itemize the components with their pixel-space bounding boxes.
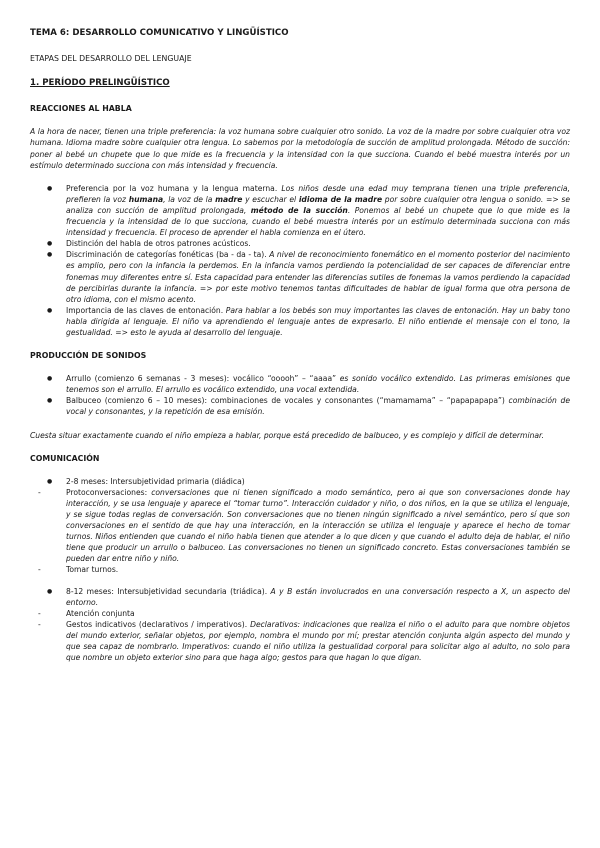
sublist-item [30,608,570,619]
reacciones-intro: A la hora de nacer, tienen una triple preferencia: la voz humana sobre cualquier otro sonido. La voz de la madre por sobre cualquier otra voz humana. Idioma madre sobre cualquier otra lengua. Lo sabemos por la metodología de succión de amplitud prolongada. Método de succión: poner al bebé un chupete que lo que mide es la frecuencia y la intensidad con la que succiona. Cuando el bebé muestra interés por un estímulo determinado succiona con más intensidad y frecuencia. [30,127,570,170]
item-text: Para hablar a los bebés son muy importantes las claves de entonación. Hay un baby tono habla dirigida al lenguaje. El niño va aprendiendo el lenguaje antes de expresarlo. El niño entiende el mensaje con el tono, la gestualidad. => esto le ayuda al desarrollo del lenguaje. [66,305,570,337]
sublist-item [30,619,570,663]
document-subtitle: ETAPAS DEL DESARROLLO DEL LENGUAJE [30,54,192,64]
reacciones-heading: REACCIONES AL HABLA [30,104,132,114]
comunicacion-sublist-2 [30,608,570,663]
list-item [30,183,570,238]
list-item [30,476,570,487]
reacciones-list [30,183,570,338]
produccion-note: Cuesta situar exactamente cuando el niño empieza a hablar, porque está precedido de balbuceo, y es complejo y difícil de determinar. [30,430,544,440]
item-lead: 8-12 meses: Intersubjetividad secundaria (triádica). [66,586,271,596]
document-title: TEMA 6: DESARROLLO COMUNICATIVO Y LINGÜÍSTICO [30,28,289,38]
list-item [30,238,570,249]
item-text: conversaciones que ni tienen significado a modo semántico, pero ai que son conversaciones donde hay interacción, y se usa lenguaje y aparece el “tomar turno”. Interacción cuidador y niño, o dos niños, en la que se utiliza el lenguaje, y se sigue todas reglas de conversación. Son conversaciones que no tienen ningún significado a nivel semántico, pero sí que son conversaciones en el sentido de que hay una interacción, en la interacción se utiliza el lenguaje y aparece el hecho de tomar turnos. Niños entienden que cuando el niño habla tienen que atender a lo que dicen y que cuando el adulto deja de hablar, el niño tiene que producir un arrullo o balbuceo. Las conversaciones no tienen un significado concreto. Estas conversaciones también se pueden dar entre niño y niño. [66,487,570,564]
item-lead: Importancia de las claves de entonación. [66,305,226,315]
item-lead: Protoconversaciones: [66,487,152,497]
item-text: por sobre cualquier otra lengua o sonido. => se analiza con succión de amplitud prolongada, [66,194,570,215]
item-text: y escuchar el [242,194,299,204]
list-item [30,373,570,395]
list-item [30,586,570,608]
item-lead: 2-8 meses: Intersubjetividad primaria (diádica) [66,476,245,486]
item-text: . Ponemos al bebé un chupete que lo que mide es la frecuencia y la intensidad de lo que succiona, cuando el bebé muestra interés por un estímulo determinada succiona con más intensidad y frecuencia. El proceso de aprender el habla comienza en el útero. [66,205,571,238]
item-text: Los niños desde una edad muy temprana tienen una triple preferencia, prefieren la voz [66,183,570,204]
item-keyword: idioma de la madre [298,194,383,204]
produccion-list [30,373,570,417]
item-text: combinación de vocal y consonantes, y la repetición de esa emisión. [66,396,570,417]
item-text: , la voz de la [163,194,216,204]
comunicacion-sublist [30,487,570,576]
item-lead: Atención conjunta [66,608,135,618]
comunicacion-heading: COMUNICACIÓN [30,453,100,463]
sublist-item [30,487,570,565]
item-lead: Tomar turnos. [66,565,119,575]
comunicacion-list [30,476,570,487]
item-lead: Discriminación de categorías fonéticas (ba - da - ta). [66,250,270,260]
item-text: es sonido vocálico extendido. Las primeras emisiones que tenemos son el arrullo. El arrullo es vocálico extendido, una vocal extendida. [66,374,571,395]
item-lead: Arrullo (comienzo 6 semanas - 3 meses): vocálico “ooooh” – “aaaa” [66,374,340,384]
item-text: Declarativos: indicaciones que realiza el niño o el adulto para que nombre objetos del mundo exterior, señalar objetos, por ejemplo, nombra el mundo por mí; prestar atención conjunta algún aspecto del mundo y que sea capaz de nombrarlo. Imperativos: cuando el niño utiliza la gestualidad corporal para solicitar algo al adulto, no solo para que nombre un objeto exterior sino para que haga algo; gestos para que hagan lo que digan. [66,619,570,663]
comunicacion-list-2 [30,586,570,608]
sublist-item [30,564,570,575]
item-lead: Balbuceo (comienzo 6 – 10 meses): combinaciones de vocales y consonantes (“mamamama” – “papapapapa”) [66,396,509,406]
section-heading: 1. PERÍODO PRELINGÜÍSTICO [30,78,170,89]
item-text: A y B están involucrados en una conversación respecto a X, un aspecto del entorno. [66,586,570,607]
item-keyword: humana [128,194,164,204]
produccion-heading: PRODUCCIÓN DE SONIDOS [30,351,147,361]
list-item [30,249,570,304]
item-keyword: madre [215,194,243,204]
item-lead: Preferencia por la voz humana y la lengua materna. [66,183,282,193]
item-keyword: método de la succión [250,205,348,215]
item-text: A nivel de reconocimiento fonemático en el momento posterior del nacimiento es amplio, pero con la infancia la perdemos. En la infancia vamos perdiendo la potencialidad de ser capaces de diferenciar entre fonemas muy diferentes entre sí. Esta capacidad para entender las diferencias sutiles de fonemas la vamos perdiendo la capacidad de percibirlas durante la infancia. => por este motivo tenemos tantas dificultades de hablar de igual forma que otra persona de otro idioma, con el mismo acento. [66,250,570,304]
list-item [30,395,570,417]
list-item [30,305,570,338]
item-lead: Gestos indicativos (declarativos / imperativos). [66,619,251,629]
item-lead: Distinción del habla de otros patrones acústicos. [66,239,251,249]
